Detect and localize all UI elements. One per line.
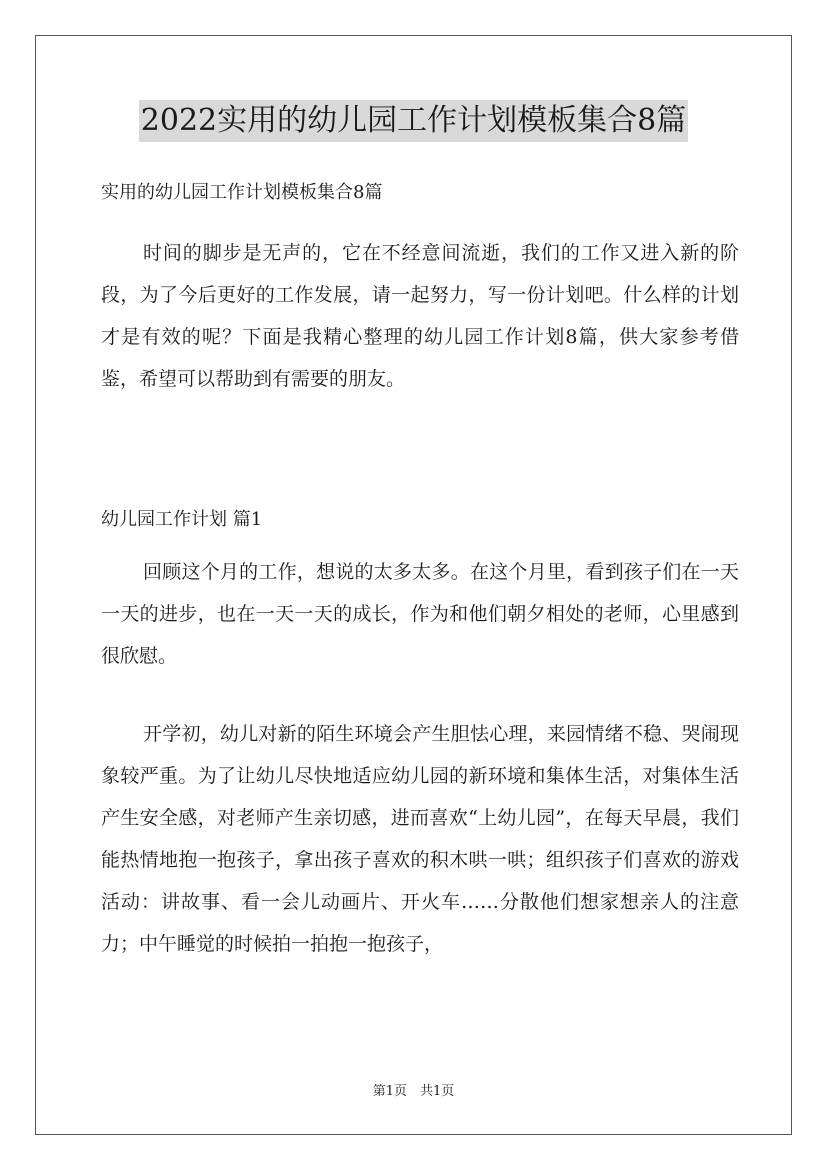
intro-paragraph: 时间的脚步是无声的，它在不经意间流逝，我们的工作又进入新的阶段，为了今后更好的工作发展，请一起努力，写一份计划吧。什么样的计划才是有效的呢？下面是我精心整理的幼儿园工作计划8篇，供大家参考借鉴，希望可以帮助到有需要的朋友。 xyxy=(101,242,739,390)
page-footer: 第1页 共1页 xyxy=(372,1084,455,1099)
body-paragraph-1: 回顾这个月的工作，想说的太多太多。在这个月里，看到孩子们在一天一天的进步，也在一天一天的成长，作为和他们朝夕相处的老师，心里感到很欣慰。 xyxy=(101,561,739,667)
section-heading: 幼儿园工作计划 篇1 xyxy=(101,509,263,530)
title-container xyxy=(0,100,827,142)
document-subtitle: 实用的幼儿园工作计划模板集合8篇 xyxy=(101,182,383,203)
document-title: 2022实用的幼儿园工作计划模板集合8篇 xyxy=(139,100,688,142)
body-paragraph-2: 开学初，幼儿对新的陌生环境会产生胆怯心理，来园情绪不稳、哭闹现象较严重。为了让幼儿尽快地适应幼儿园的新环境和集体生活，对集体生活产生安全感，对老师产生亲切感，进而喜欢“上幼儿园”，在每天早晨，我们能热情地抱一抱孩子，拿出孩子喜欢的积木哄一哄；组织孩子们喜欢的游戏活动：讲故事、看一会儿动画片、开火车……分散他们想家想亲人的注意力；中午睡觉的时候拍一拍抱一抱孩子， xyxy=(101,723,739,955)
